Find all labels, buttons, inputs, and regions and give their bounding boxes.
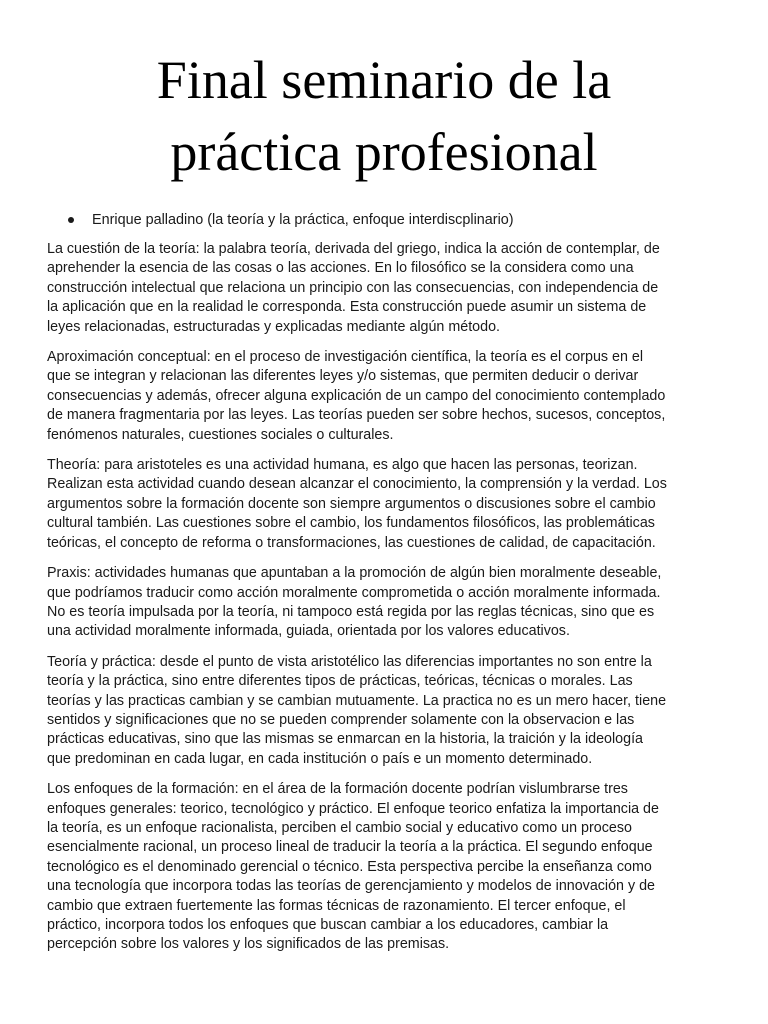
text-line: enfoques generales: teorico, tecnológico y práctico. El enfoque teorico enfatiza la importancia de xyxy=(47,800,659,817)
text-line: que predominan en cada lugar, en cada institución o país e un momento determinado. xyxy=(47,750,593,767)
text-line: cambio que extraen fuertemente las formas técnicas de razonamiento. El tercer enfoque, el xyxy=(47,897,626,914)
text-line: No es teoría impulsada por la teoría, ni tampoco está regida por las reglas técnicas, sino que es xyxy=(47,603,655,620)
text-line: la aplicación que en la realidad le corresponda. Esta construcción puede asumir un sistema de xyxy=(47,299,647,316)
paragraph-teoria-practica xyxy=(47,653,723,769)
text-line: una tecnología que incorpora todas las teorías de gerencjamiento y modelos de innovación y de xyxy=(47,878,656,895)
text-line: aprehender la esencia de las cosas o las acciones. En lo filosófico se la considera como una xyxy=(47,260,634,277)
document-body xyxy=(47,240,723,966)
title-line-1: Final seminario de la xyxy=(156,50,612,110)
bullet-dot-icon xyxy=(68,217,74,223)
text-line: construcción intelectual que relaciona un principio con las consecuencias, con independencia de xyxy=(47,279,659,296)
text-line: teóricas, el concepto de reforma o transformaciones, las cuestiones de calidad, de capacitación. xyxy=(47,534,656,551)
text-line: Los enfoques de la formación: en el área de la formación docente podrían vislumbrarse tres xyxy=(47,781,628,798)
text-line: consecuencias y además, ofrecer alguna explicación de un campo del conocimiento contemplado xyxy=(47,387,666,404)
text-line: Theoría: para aristoteles es una actividad humana, es algo que hacen las personas, teorizan. xyxy=(47,457,638,474)
text-line: fenómenos naturales, cuestiones sociales o culturales. xyxy=(47,426,394,443)
text-line: una actividad moralmente informada, guiada, orientada por los valores educativos. xyxy=(47,623,570,640)
paragraph-praxis xyxy=(47,564,723,642)
paragraph-enfoques xyxy=(47,780,723,955)
text-line: que podríamos traducir como acción moralmente comprometida o acción moralmente informada. xyxy=(47,584,661,601)
text-line: Aproximación conceptual: en el proceso de investigación científica, la teoría es el corpus en el xyxy=(47,349,644,366)
text-line: teoría y la práctica, sino entre diferentes tipos de prácticas, teóricas, técnicas o morales. Las xyxy=(47,673,633,690)
bullet-item-text: Enrique palladino (la teoría y la práctica, enfoque interdiscplinario) xyxy=(92,212,514,228)
text-line: Realizan esta actividad cuando desean alcanzar el conocimiento, la comprensión y la verdad. Los xyxy=(47,476,667,493)
text-line: leyes relacionadas, estructuradas y explicadas mediante algún método. xyxy=(47,318,500,335)
paragraph-aproximacion xyxy=(47,348,723,445)
text-line: sentidos y significaciones que no se pueden comprender solamente con la observacion e las xyxy=(47,711,635,728)
text-line: práctico, incorpora todos los enfoques que buscan cambiar a los educadores, cambiar la xyxy=(47,917,609,933)
page-title xyxy=(0,44,768,188)
text-line: La cuestión de la teoría: la palabra teoría, derivada del griego, indica la acción de contemplar, de xyxy=(47,241,660,257)
title-line-2: práctica profesional xyxy=(170,122,598,182)
bullet-item xyxy=(68,210,514,230)
text-line: percepción sobre los valores y los significados de las premisas. xyxy=(47,936,450,953)
text-line: la teoría, es un enfoque racionalista, perciben el cambio social y educativo como un proceso xyxy=(47,819,632,836)
text-line: que se integran y relacionan las diferentes leyes y/o sistemas, que permiten deducir o derivar xyxy=(47,368,639,385)
text-line: Teoría y práctica: desde el punto de vista aristotélico las diferencias importantes no son entre la xyxy=(47,653,652,670)
text-line: cultural también. Las cuestiones sobre el cambio, los fundamentos filosóficos, las problemáticas xyxy=(47,515,655,532)
text-line: prácticas educativas, sino que las mismas se enmarcan en la historia, la traición y la ideología xyxy=(47,731,644,748)
text-line: de manera fragmentaria por las leyes. Las teorías pueden ser sobre hechos, sucesos, conceptos, xyxy=(47,407,666,424)
text-line: esencialmente racional, un proceso lineal de traducir la teoría a la práctica. El segundo enfoque xyxy=(47,839,653,856)
paragraph-theoria xyxy=(47,456,723,553)
text-line: Praxis: actividades humanas que apuntaban a la promoción de algún bien moralmente deseable, xyxy=(47,565,662,582)
paragraph-teoria xyxy=(47,240,723,337)
text-line: argumentos sobre la formación docente son siempre argumentos o discusiones sobre el cambio xyxy=(47,495,656,512)
text-line: tecnológico es el denominado gerencial o técnico. Esta perspectiva percibe la enseñanza como xyxy=(47,858,652,875)
text-line: teorías y las practicas cambian y se cambian mutuamente. La practica no es un mero hacer, tiene xyxy=(47,692,667,709)
bullet-list xyxy=(68,210,514,230)
